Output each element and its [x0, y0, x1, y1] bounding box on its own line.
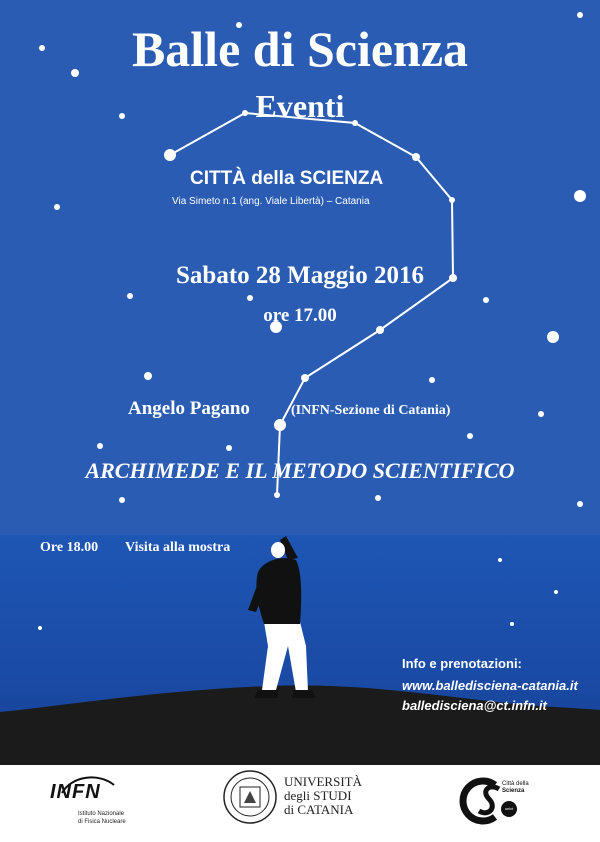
star: [554, 590, 558, 594]
info-website-link[interactable]: www.balledisciena-catania.it: [402, 678, 578, 693]
star: [226, 445, 232, 451]
poster-title: Balle di Scienza: [131, 21, 469, 77]
infn-logo: [40, 765, 150, 842]
star: [467, 433, 473, 439]
star: [247, 295, 253, 301]
event-time: ore 17.00: [263, 305, 337, 326]
person-legs: [262, 622, 308, 692]
infn-name-line1: Istituto Nazionale: [78, 811, 125, 817]
cds-name-line1: Città della: [502, 781, 529, 787]
unict-name-line2: degli STUDI: [284, 788, 352, 803]
talk-title: ARCHIMEDE E IL METODO SCIENTIFICO: [85, 458, 515, 483]
star: [54, 204, 60, 210]
star: [412, 153, 420, 161]
star: [577, 501, 583, 507]
info-label: Info e prenotazioni:: [402, 656, 522, 671]
person-head: [271, 542, 285, 558]
speaker-affiliation: (INFN-Sezione di Catania): [291, 403, 451, 418]
star: [429, 377, 435, 383]
star: [538, 411, 544, 417]
star: [574, 190, 586, 202]
unict-badge-label: unict: [504, 806, 514, 811]
event-date: Sabato 28 Maggio 2016: [176, 262, 424, 289]
info-email-link[interactable]: balledisciena@ct.infn.it: [402, 698, 547, 713]
visit-time: Ore 18.00: [40, 540, 99, 555]
star: [274, 419, 286, 431]
infn-wordmark: INFN: [50, 781, 101, 803]
citta-della-scienza-logo: [455, 765, 555, 842]
star: [127, 293, 133, 299]
venue-address: Via Simeto n.1 (ang. Viale Libertà) – Catania: [172, 196, 370, 207]
university-seal-icon: [222, 769, 278, 825]
poster-subtitle: Eventi: [255, 88, 345, 124]
star: [164, 149, 176, 161]
star: [449, 197, 455, 203]
star: [119, 497, 125, 503]
star: [97, 443, 103, 449]
pointing-person-figure: [248, 536, 316, 698]
star: [547, 331, 559, 343]
unict-logo: [222, 765, 372, 842]
sponsor-logos-footer: [0, 765, 600, 842]
visit-label: Visita alla mostra: [125, 540, 231, 555]
star: [483, 297, 489, 303]
unict-name-line1: UNIVERSITÀ: [284, 774, 362, 789]
star: [144, 372, 152, 380]
star: [375, 495, 381, 501]
unict-name-line3: di CATANIA: [284, 802, 354, 817]
venue-name: CITTÀ della SCIENZA: [190, 168, 384, 189]
star: [376, 326, 384, 334]
star: [498, 558, 502, 562]
cds-name-line2: Scienza: [502, 788, 525, 794]
star: [274, 492, 280, 498]
star: [38, 626, 42, 630]
speaker-name: Angelo Pagano: [128, 398, 250, 419]
infn-name-line2: di Fisica Nucleare: [78, 819, 126, 825]
star: [510, 622, 514, 626]
star: [577, 12, 583, 18]
star: [301, 374, 309, 382]
